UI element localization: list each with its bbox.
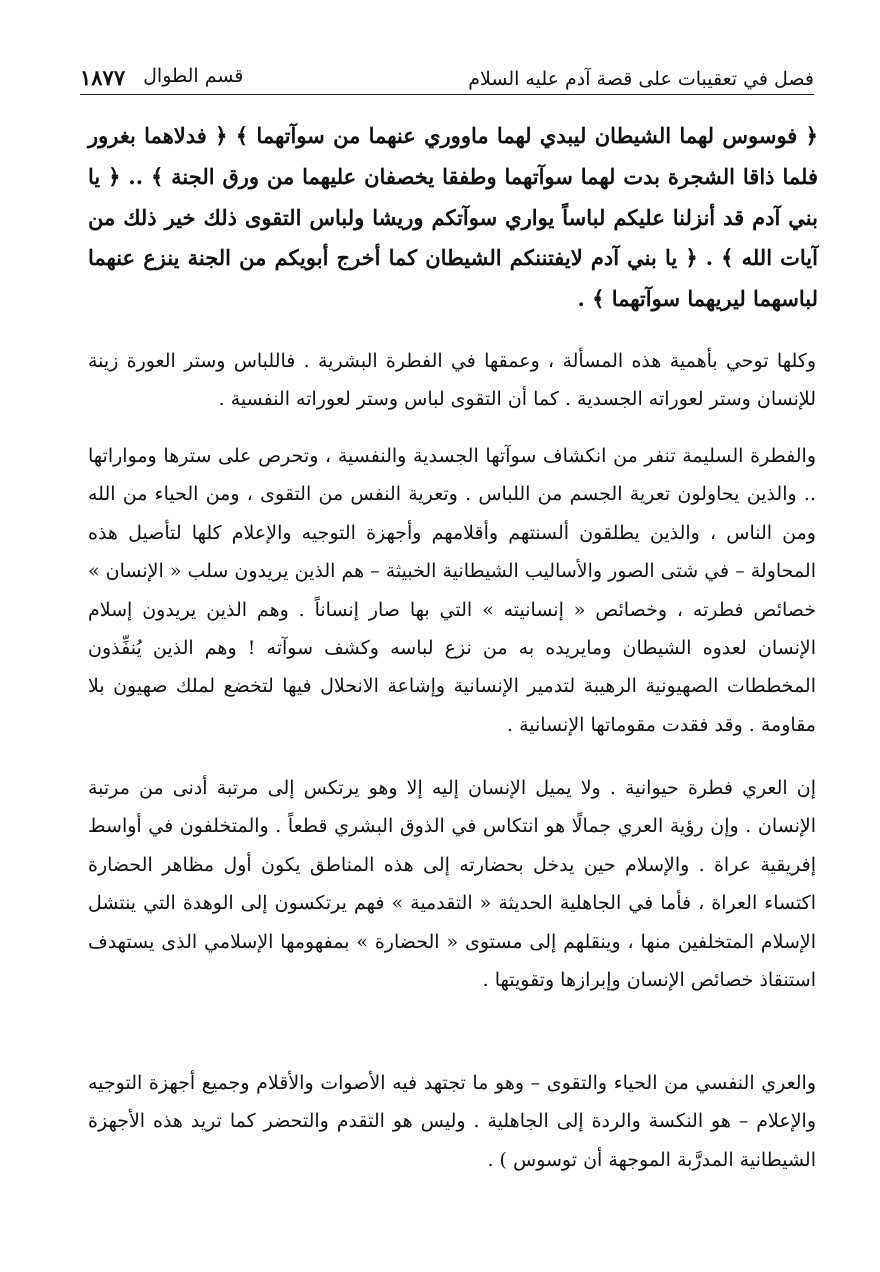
running-header <box>80 58 814 90</box>
header-rule <box>80 94 814 95</box>
quranic-quote: ﴿ فوسوس لهما الشيطان ليبدي لهما ماووري عنهما من سوآتهما ﴾ ﴿ فدلاهما بغرور فلما ذاقا الشجرة بدت لهما سوآتهما وطفقا يخصفان عليهما من ورق الجنة ﴾ .. ﴿ يا بني آدم قد أنزلنا عليكم لباساً يواري سوآتكم وريشا ولباس التقوى ذلك خير ذلك من آيات الله ﴾ . ﴿ يا بني آدم لايفتننكم الشيطان كما أخرج أبويكم من الجنة ينزع عنهما لباسهما ليريهما سوآتهما ﴾ . <box>88 123 818 312</box>
section-name: قسم الطوال <box>143 65 244 87</box>
header-left-group <box>80 65 243 90</box>
page-number: ١٨٧٧ <box>80 65 126 90</box>
paragraph-2: والفطرة السليمة تنفر من انكشاف سوآتها الجسدية والنفسية ، وتحرص على سترها ومواراتها .. والذين يحاولون تعرية الجسم من اللباس . وتعرية النفس من التقوى ، ومن الحياء من الله ومن الناس ، والذين يطلقون ألسنتهم وأقلامهم وأجهزة التوجيه والإعلام كلها لتأصيل هذه المحاولة – في شتى الصور والأساليب الشيطانية الخبيثة – هم الذين يريدون سلب « الإنسان » خصائص فطرته ، وخصائص « إنسانيته » التي بها صار إنساناً . وهم الذين يريدون إسلام الإنسان لعدوه الشيطان ومايريده به من نزع لباسه وكشف سوآته ! وهم الذين يُنفِّذون المخططات الصهيونية الرهيبة لتدمير الإنسانية وإشاعة الانحلال فيها لتخضع لملك صهيون بلا مقاومة . وقد فقدت مقوماتها الإنسانية . <box>88 445 816 736</box>
chapter-title: فصل في تعقيبات على قصة آدم عليه السلام <box>468 68 814 90</box>
paragraph-4: والعري النفسي من الحياء والتقوى – وهو ما تجتهد فيه الأصوات والأقلام وجميع أجهزة التوجيه والإعلام – هو النكسة والردة إلى الجاهلية . وليس هو التقدم والتحضر كما تريد هذه الأجهزة الشيطانية المدرَّبة الموجهة أن توسوس ) . <box>88 1072 816 1171</box>
paragraph-3: إن العري فطرة حيوانية . ولا يميل الإنسان إليه إلا وهو يرتكس إلى مرتبة أدنى من مرتبة الإنسان . وإن رؤية العري جمالًا هو انتكاس في الذوق البشري قطعاً . والمتخلفون في أواسط إفريقية عراة . والإسلام حين يدخل بحضارته إلى هذه المناطق يكون أول مظاهر الحضارة اكتساء العراة ، فأما في الجاهلية الحديثة « التقدمية » فهم يرتكسون إلى الوهدة التي ينتشل الإسلام المتخلفين منها ، وينقلهم إلى مستوى « الحضارة » بمفهومها الإسلامي الذى يستهدف استنقاذ خصائص الإنسان وإبرازها وتقويتها . <box>88 777 816 992</box>
paragraph-1: وكلها توحي بأهمية هذه المسألة ، وعمقها في الفطرة البشرية . فاللباس وستر العورة زينة للإنسان وستر لعوراته الجسدية . كما أن التقوى لباس وستر لعوراته النفسية . <box>88 350 816 411</box>
